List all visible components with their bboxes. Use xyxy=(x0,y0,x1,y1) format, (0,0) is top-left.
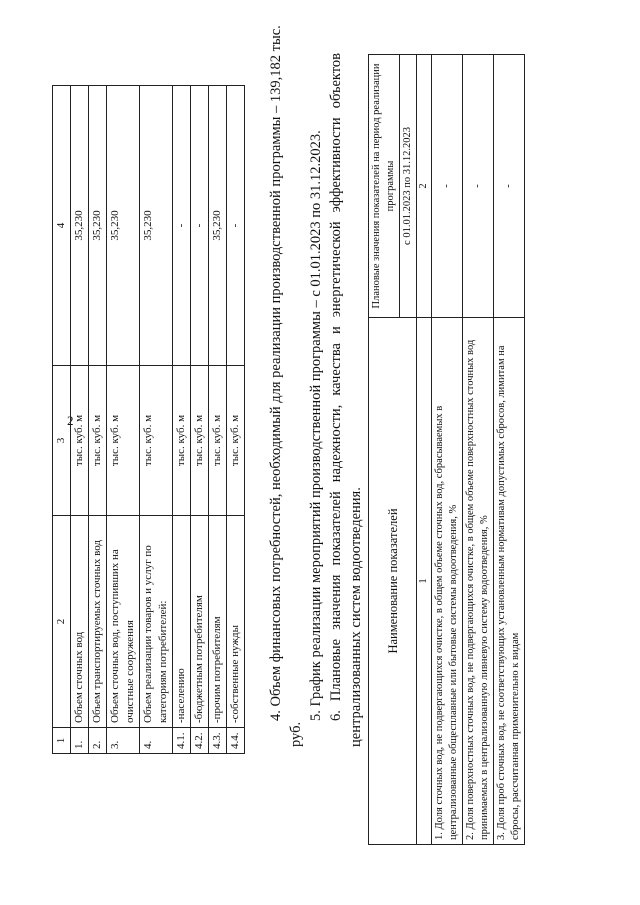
table-header-row xyxy=(369,55,400,845)
indicator-name: 1. Доля сточных вод, не подвергающихся очистке, в общем объеме сточных вод, сбрасываемых в централизованные общесплавные или бытовые системы водоотведения, % xyxy=(432,318,463,845)
header-plan-values: Плановые значения показателей на период реализации программы xyxy=(369,55,400,318)
row-name: -населению xyxy=(173,516,191,728)
table-row xyxy=(191,86,209,754)
table-row xyxy=(71,86,89,754)
row-value: - xyxy=(227,86,245,366)
table-header-row xyxy=(53,86,71,754)
table-row xyxy=(89,86,107,754)
paragraph-4-line-1: 4. Объем финансовых потребностей, необходимый для реализации производственной программы – 139,182 тыс. xyxy=(268,25,284,721)
column-number-1: 1 xyxy=(53,728,71,754)
column-number-4: 4 xyxy=(53,86,71,366)
row-number: 2. xyxy=(89,728,107,754)
indicator-value: - xyxy=(463,55,494,318)
row-number: 4. xyxy=(140,728,173,754)
paragraph-6-line-1: 6. Плановые значения показателей надежности, качества и энергетической эффективности объектов xyxy=(328,53,344,721)
row-unit: тыс. куб. м xyxy=(227,366,245,516)
row-name: -собственные нужды xyxy=(227,516,245,728)
row-name: Объем транспортируемых сточных вод xyxy=(89,516,107,728)
row-unit: тыс. куб. м xyxy=(71,366,89,516)
table-row xyxy=(140,86,173,754)
row-number: 3. xyxy=(107,728,140,754)
row-unit: тыс. куб. м xyxy=(107,366,140,516)
row-number: 1. xyxy=(71,728,89,754)
row-name: -прочим потребителям xyxy=(209,516,227,728)
row-number: 4.1. xyxy=(173,728,191,754)
indicator-value: - xyxy=(432,55,463,318)
table-row xyxy=(209,86,227,754)
header-indicator-name: Наименование показателей xyxy=(369,318,417,845)
row-value: 35,230 xyxy=(71,86,89,366)
column-number-2: 2 xyxy=(53,516,71,728)
row-name: Объем сточных вод, поступивших на очистные сооружения xyxy=(107,516,140,728)
row-unit: тыс. куб. м xyxy=(209,366,227,516)
volumes-table xyxy=(52,85,245,754)
indicator-name: 2. Доля поверхностных сточных вод, не подвергающихся очистке, в общем объеме поверхностных сточных вод принимаемых в централизованную ливневую систему водоотведения, % xyxy=(463,318,494,845)
row-name: -бюджетным потребителям xyxy=(191,516,209,728)
column-number-2: 2 xyxy=(417,55,432,318)
table-row xyxy=(227,86,245,754)
header-period: с 01.01.2023 по 31.12.2023 xyxy=(400,55,417,318)
row-unit: тыс. куб. м xyxy=(89,366,107,516)
row-name: Объем сточных вод xyxy=(71,516,89,728)
row-number: 4.3. xyxy=(209,728,227,754)
row-value: 35,230 xyxy=(140,86,173,366)
indicator-value: - xyxy=(494,55,525,318)
row-value: 35,230 xyxy=(107,86,140,366)
row-unit: тыс. куб. м xyxy=(173,366,191,516)
paragraph-4-line-2: руб. xyxy=(288,721,304,747)
row-unit: тыс. куб. м xyxy=(191,366,209,516)
paragraph-6-line-2: централизованных систем водоотведения. xyxy=(348,487,364,747)
row-number: 4.4. xyxy=(227,728,245,754)
row-unit: тыс. куб. м xyxy=(140,366,173,516)
row-value: 35,230 xyxy=(209,86,227,366)
row-value: - xyxy=(191,86,209,366)
table-row xyxy=(107,86,140,754)
table-row xyxy=(432,55,463,845)
table-row xyxy=(463,55,494,845)
row-number: 4.2. xyxy=(191,728,209,754)
row-name: Объем реализации товаров и услуг по категориям потребителей: xyxy=(140,516,173,728)
paragraph-5: 5. График реализации мероприятий производственной программы – с 01.01.2023 по 31.12.2023. xyxy=(308,130,324,721)
row-value: 35,230 xyxy=(89,86,107,366)
column-number-3: 3 xyxy=(53,366,71,516)
page-number: 2 xyxy=(67,413,74,428)
column-number-row xyxy=(417,55,432,845)
row-value: - xyxy=(173,86,191,366)
indicator-name: 3. Доля проб сточных вод, не соответствующих установленным нормативам допустимых сбросов, лимитам на сбросы, рассчитанная применительно к видам xyxy=(494,318,525,845)
table-row xyxy=(173,86,191,754)
indicators-table xyxy=(368,54,525,845)
table-row xyxy=(494,55,525,845)
column-number-1: 1 xyxy=(417,318,432,845)
